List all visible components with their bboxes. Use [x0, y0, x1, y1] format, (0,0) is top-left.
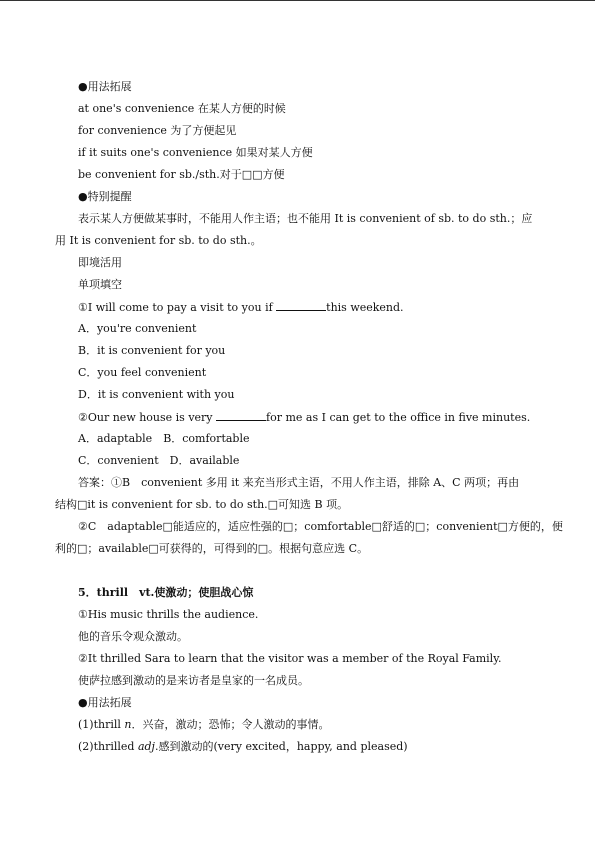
q1-option-d: D．it is convenient with you	[78, 388, 235, 401]
answer-blank	[216, 410, 266, 421]
usage-heading: ●用法拓展	[78, 696, 132, 709]
usage-item: be convenient for sb./sth.对于□□方便	[78, 168, 285, 181]
answer-text: ②C adaptable□能适应的，适应性强的□；comfortable□舒适的□；convenient□方便的，便	[78, 520, 563, 533]
tip-text: 用 It is convenient for sb. to do sth.。	[55, 234, 262, 247]
example-zh: 使萨拉感到激动的是来访者是皇家的一名成员。	[78, 674, 309, 687]
usage-item: if it suits one's convenience 如果对某人方便	[78, 146, 313, 159]
example-en: ①His music thrills the audience.	[78, 608, 259, 621]
usage-item: at one's convenience 在某人方便的时候	[78, 102, 286, 115]
answer-text: 利的□；available□可获得的，可得到的□。根据句意应选 C。	[55, 542, 369, 555]
usage-item-text: (2)thrilled	[78, 740, 138, 753]
tip-text: 表示某人方便做某事时，不能用人作主语；也不能用 It is convenient of sb. to do sth.；应	[78, 212, 533, 225]
tip-heading: ●特别提醒	[78, 190, 132, 203]
answer-blank	[276, 300, 326, 311]
question-2-text: for me as I can get to the office in five minutes.	[266, 411, 531, 424]
usage-item-text: .感到激动的(very excited，happy, and pleased)	[154, 740, 408, 753]
question-2-text: ②Our new house is very	[78, 411, 217, 424]
usage-item	[78, 718, 330, 732]
example-zh: 他的音乐令观众激动。	[78, 630, 188, 643]
usage-item: for convenience 为了方便起见	[78, 124, 237, 137]
question-1-text: ①I will come to pay a visit to you if	[78, 301, 277, 314]
q1-option-a: A．you're convenient	[78, 322, 197, 335]
question-1	[78, 300, 404, 315]
usage-item-text: (1)thrill	[78, 718, 125, 731]
top-rule	[0, 0, 595, 1]
usage-heading: ●用法拓展	[78, 80, 132, 93]
usage-item	[78, 740, 408, 754]
example-en: ②It thrilled Sara to learn that the visitor was a member of the Royal Family.	[78, 652, 502, 665]
usage-item-text: ．兴奋，激动；恐怖；令人激动的事情。	[131, 718, 330, 731]
q2-options-ab: A．adaptable B．comfortable	[78, 432, 250, 445]
q1-option-b: B．it is convenient for you	[78, 344, 226, 357]
part-of-speech: adj	[137, 740, 155, 753]
answer-text: 答案：①B convenient 多用 it 来充当形式主语，不用人作主语，排除 A、C 两项；再由	[78, 476, 520, 489]
part-of-speech: n	[124, 718, 132, 731]
practice-heading: 即境活用	[78, 256, 122, 269]
q2-options-cd: C．convenient D．available	[78, 454, 240, 467]
section-title: 5．thrill vt.使激动；使胆战心惊	[78, 586, 254, 599]
answer-text: 结构□it is convenient for sb. to do sth.□可知选 B 项。	[55, 498, 349, 511]
question-1-text: this weekend.	[326, 301, 404, 314]
question-2	[78, 410, 530, 425]
practice-subheading: 单项填空	[78, 278, 122, 291]
q1-option-c: C．you feel convenient	[78, 366, 207, 379]
